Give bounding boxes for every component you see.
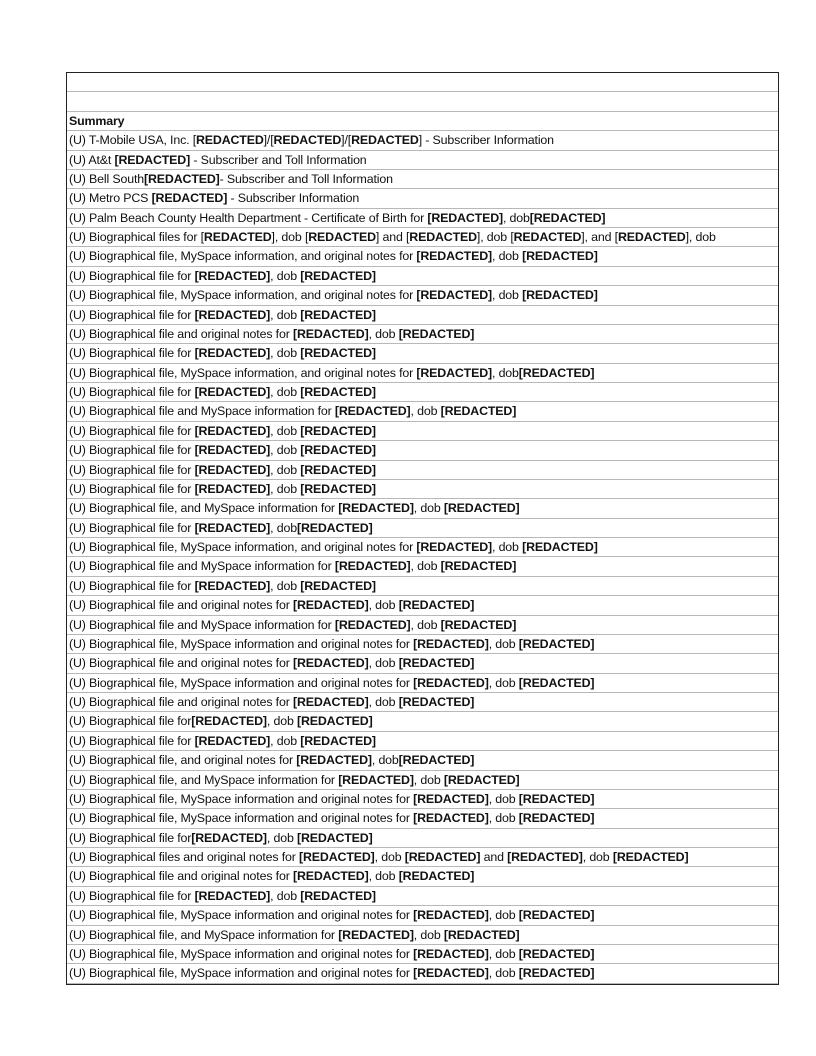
redacted-text: [REDACTED] [296,520,373,535]
summary-row: (U) Biographical file and MySpace information for [REDACTED], dob [REDACTED] [67,402,778,421]
redacted-text: [REDACTED] [398,656,475,671]
redacted-text: [REDACTED] [194,346,271,361]
summary-row: (U) Biographical file, MySpace information and original notes for [REDACTED], dob [REDACTED] [67,674,778,693]
redacted-text: [REDACTED] [194,307,271,322]
redacted-text: [REDACTED] [413,908,489,923]
redacted-text: [REDACTED] [338,927,414,942]
redacted-text: [REDACTED] [194,578,271,593]
redacted-text: [REDACTED] [194,520,271,535]
redacted-text: [REDACTED] [522,288,598,303]
summary-row: (U) Bell South[REDACTED]- Subscriber and Toll Information [67,170,778,189]
summary-row: (U) Biographical file, and original notes for [REDACTED], dob[REDACTED] [67,751,778,770]
redacted-text: [REDACTED] [300,481,376,496]
redacted-text: REDACTED [513,230,582,244]
redacted-text: REDACTED [409,230,477,244]
redacted-text: [REDACTED] [398,869,475,884]
summary-row: (U) Biographical file and original notes for [REDACTED], dob [REDACTED] [67,867,778,886]
redacted-text: REDACTED [351,133,419,148]
summary-row: (U) Biographical file, MySpace information and original notes for [REDACTED], dob [REDACTED] [67,635,778,654]
redacted-text: [REDACTED] [413,966,489,981]
summary-label: Summary [69,113,125,128]
redacted-text: [REDACTED] [300,443,376,458]
redacted-text: [REDACTED] [296,714,373,729]
redacted-text: [REDACTED] [296,830,373,845]
redacted-text: [REDACTED] [416,249,492,264]
redacted-text: [REDACTED] [300,888,376,903]
redacted-text: [REDACTED] [443,501,520,516]
redacted-text: [REDACTED] [191,714,267,729]
summary-row: (U) At&t [REDACTED] - Subscriber and Toll Information [67,151,778,170]
redacted-text: [REDACTED] [416,365,492,380]
redacted-text: [REDACTED] [300,346,376,361]
redacted-text: [REDACTED] [151,191,228,206]
redacted-text: [REDACTED] [427,210,503,225]
redacted-text: [REDACTED] [194,888,271,903]
summary-row: (U) Biographical files and original notes for [REDACTED], dob [REDACTED] and [REDACTED], dob [REDACTED] [67,848,778,867]
summary-row: (U) Biographical file, MySpace information, and original notes for [REDACTED], dob [REDACTED] [67,538,778,557]
redacted-text: [REDACTED] [194,481,271,496]
redacted-text: [REDACTED] [440,404,517,419]
summary-row: (U) Biographical file for [REDACTED], dob [REDACTED] [67,480,778,499]
summary-row: (U) Biographical file for [REDACTED], dob [REDACTED] [67,887,778,906]
redacted-text: [REDACTED] [292,598,369,613]
summary-row: (U) Biographical file for [REDACTED], dob [REDACTED] [67,732,778,751]
redacted-text: [REDACTED] [398,598,475,613]
redacted-text: [REDACTED] [296,753,372,768]
summary-row: (U) Biographical file for [REDACTED], dob [REDACTED] [67,422,778,441]
redacted-text: [REDACTED] [518,636,595,651]
summary-row: (U) Biographical file and original notes for [REDACTED], dob [REDACTED] [67,325,778,344]
redacted-text: [REDACTED] [440,617,517,632]
redacted-text: [REDACTED] [338,772,414,787]
redacted-text: [REDACTED] [299,850,375,864]
summary-row: (U) Biographical file, and MySpace information for [REDACTED], dob [REDACTED] [67,926,778,945]
redacted-text: [REDACTED] [300,733,376,748]
summary-row: (U) Biographical file, MySpace information and original notes for [REDACTED], dob [REDACTED] [67,945,778,964]
summary-row: (U) Metro PCS [REDACTED] - Subscriber Information [67,189,778,208]
redacted-text: REDACTED [617,230,686,244]
summary-row: (U) Biographical file for [REDACTED], dob[REDACTED] [67,519,778,538]
redacted-text: [REDACTED] [443,772,520,787]
summary-table [66,72,779,985]
redacted-text: [REDACTED] [144,171,220,186]
redacted-text: [REDACTED] [507,850,583,864]
redacted-text: [REDACTED] [522,540,598,554]
redacted-text: [REDACTED] [612,850,689,864]
redacted-text: [REDACTED] [518,675,595,690]
summary-row: (U) Biographical file for [REDACTED], dob [REDACTED] [67,577,778,596]
redacted-text: [REDACTED] [416,288,492,303]
summary-row: (U) Biographical file and original notes for [REDACTED], dob [REDACTED] [67,596,778,615]
summary-row: (U) Biographical file, MySpace information, and original notes for [REDACTED], dob [REDACTED] [67,286,778,305]
redacted-text: [REDACTED] [194,733,271,748]
redacted-text: [REDACTED] [300,423,376,438]
redacted-text: [REDACTED] [292,695,369,709]
redacted-text: [REDACTED] [443,927,520,942]
redacted-text: [REDACTED] [292,869,369,884]
redacted-text: [REDACTED] [292,326,369,341]
redacted-text: [REDACTED] [518,966,595,981]
summary-row: (U) Biographical file and MySpace information for [REDACTED], dob [REDACTED] [67,557,778,576]
redacted-text: [REDACTED] [413,675,489,690]
redacted-text: [REDACTED] [194,443,271,458]
summary-row: (U) Biographical files for [REDACTED], dob [REDACTED] and [REDACTED], dob [REDACTED], and [REDACTED], dob [67,228,778,247]
summary-row: (U) Biographical file for [REDACTED], dob [REDACTED] [67,267,778,286]
redacted-text: [REDACTED] [440,559,517,574]
summary-row: (U) T-Mobile USA, Inc. [REDACTED]/[REDACTED]/[REDACTED] - Subscriber Information [67,131,778,150]
summary-row: (U) Palm Beach County Health Department - Certificate of Birth for [REDACTED], dob[REDACTED] [67,209,778,228]
redacted-text: [REDACTED] [398,326,475,341]
summary-row: (U) Biographical file, MySpace information and original notes for [REDACTED], dob [REDACTED] [67,906,778,925]
redacted-text: [REDACTED] [518,811,595,826]
redacted-text: [REDACTED] [518,791,595,806]
summary-row: (U) Biographical file, MySpace information and original notes for [REDACTED], dob [REDACTED] [67,964,778,983]
redacted-text: [REDACTED] [518,946,595,961]
summary-row: (U) Biographical file for [REDACTED], dob [REDACTED] [67,461,778,480]
redacted-text: [REDACTED] [194,385,271,399]
summary-heading [67,112,778,131]
redacted-text: [REDACTED] [300,268,376,283]
summary-row: (U) Biographical file for [REDACTED], dob [REDACTED] [67,306,778,325]
summary-row: (U) Biographical file and original notes for [REDACTED], dob [REDACTED] [67,693,778,712]
summary-row: (U) Biographical file and original notes for [REDACTED], dob [REDACTED] [67,654,778,673]
redacted-text: REDACTED [196,133,264,148]
summary-row: (U) Biographical file, MySpace information and original notes for [REDACTED], dob [REDACTED] [67,790,778,809]
summary-row: (U) Biographical file for [REDACTED], dob [REDACTED] [67,344,778,363]
redacted-text: [REDACTED] [334,559,411,574]
blank-row [67,92,778,111]
redacted-text: REDACTED [203,230,272,244]
redacted-text: [REDACTED] [191,830,267,845]
redacted-text: [REDACTED] [300,462,376,477]
summary-row: (U) Biographical file for [REDACTED], dob [REDACTED] [67,383,778,402]
redacted-text: [REDACTED] [300,385,376,399]
redacted-text: [REDACTED] [398,753,475,768]
summary-row: (U) Biographical file, and MySpace information for [REDACTED], dob [REDACTED] [67,499,778,518]
redacted-text: [REDACTED] [194,423,271,438]
summary-row: (U) Biographical file, and MySpace information for [REDACTED], dob [REDACTED] [67,771,778,790]
redacted-text: [REDACTED] [338,501,414,516]
redacted-text: [REDACTED] [413,636,489,651]
summary-row: (U) Biographical file for[REDACTED], dob [REDACTED] [67,712,778,731]
redacted-text: [REDACTED] [404,850,481,864]
summary-row: (U) Biographical file for [REDACTED], dob [REDACTED] [67,441,778,460]
redacted-text: [REDACTED] [518,908,595,923]
redacted-text: [REDACTED] [334,404,411,419]
blank-row [67,73,778,92]
summary-row: (U) Biographical file, MySpace information, and original notes for [REDACTED], dob[REDACTED] [67,364,778,383]
redacted-text: [REDACTED] [398,695,475,709]
summary-row: (U) Biographical file, MySpace information, and original notes for [REDACTED], dob [REDACTED] [67,247,778,266]
redacted-text: [REDACTED] [522,249,598,264]
redacted-text: [REDACTED] [292,656,369,671]
redacted-text: [REDACTED] [334,617,411,632]
redacted-text: [REDACTED] [413,946,489,961]
redacted-text: REDACTED [273,133,342,148]
redacted-text: [REDACTED] [114,152,191,167]
summary-row: (U) Biographical file, MySpace information and original notes for [REDACTED], dob [REDACTED] [67,809,778,828]
redacted-text: [REDACTED] [529,210,606,225]
redacted-text: [REDACTED] [413,811,489,826]
redacted-text: [REDACTED] [300,578,376,593]
summary-row: (U) Biographical file and MySpace information for [REDACTED], dob [REDACTED] [67,616,778,635]
redacted-text: REDACTED [308,230,376,244]
redacted-text: [REDACTED] [518,365,595,380]
redacted-text: [REDACTED] [194,462,271,477]
redacted-text: [REDACTED] [300,307,376,322]
redacted-text: [REDACTED] [194,268,271,283]
summary-row: (U) Biographical file for[REDACTED], dob [REDACTED] [67,829,778,848]
redacted-text: [REDACTED] [416,540,492,554]
redacted-text: [REDACTED] [413,791,489,806]
